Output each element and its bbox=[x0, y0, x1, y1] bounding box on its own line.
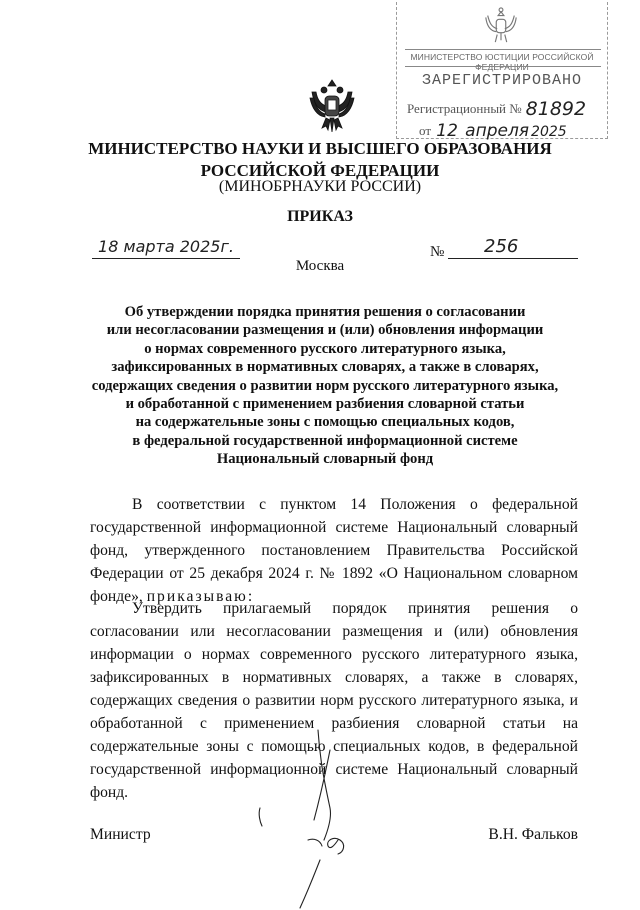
signatory-position: Министр bbox=[90, 826, 151, 843]
order-number: 256 bbox=[484, 236, 519, 257]
document-type: ПРИКАЗ bbox=[287, 208, 353, 225]
stamp-date-day: 12 bbox=[436, 121, 458, 141]
title-line: Об утверждении порядка принятия решения о согласовании bbox=[124, 304, 526, 320]
stamp-date-year: 2025 bbox=[531, 124, 567, 140]
ministry-title-line1: МИНИСТЕРСТВО НАУКИ И ВЫСШЕГО ОБРАЗОВАНИЯ bbox=[88, 139, 552, 158]
order-date: 18 марта 2025г. bbox=[98, 237, 234, 256]
title-line: о нормах современного русского литературного языка, bbox=[144, 340, 506, 357]
stamp-date bbox=[419, 120, 567, 140]
stamp-date-prefix: от bbox=[419, 123, 432, 138]
title-line: или несогласовании размещения и (или) обновления информации bbox=[106, 322, 544, 339]
order-number-field bbox=[448, 236, 578, 259]
preamble-paragraph bbox=[90, 493, 578, 608]
stamp-date-month: апреля bbox=[465, 121, 530, 141]
ministry-title-line2: РОССИЙСКОЙ ФЕДЕРАЦИИ bbox=[200, 161, 440, 180]
order-word: приказываю: bbox=[146, 588, 255, 605]
preamble-text: В соответствии с пунктом 14 Положения о федеральной государственной информационной системе Национальный словарный фонд, утвержденного постановлением Правительства Российской Федерации от 25 декабря 2024 г. № 1892 «О Национальном словарном фонде», bbox=[90, 496, 578, 605]
document-title bbox=[70, 303, 580, 469]
stamp-registration bbox=[407, 96, 586, 118]
ministry-short-name: (МИНОБРНАУКИ РОССИИ) bbox=[218, 178, 422, 195]
order-paragraph: Утвердить прилагаемый порядок принятия решения о согласовании или несогласовании размещения и (или) обновления информации о нормах современного русского литературного языка, зафиксированных в нормативных словарях, а также в словарях, содержащих сведения о развитии норм русского литературного языка, и обработанной с применением разбиения словарной статьи на содержательные зоны с помощью специальных кодов, в федеральной государственной информационной системе Национальный словарный фонд. bbox=[90, 600, 578, 801]
stamp-divider-top bbox=[405, 49, 601, 50]
city: Москва bbox=[295, 258, 345, 274]
stamp-reg-label: Регистрационный № bbox=[407, 101, 522, 116]
title-line: на содержательные зоны с помощью специальных кодов, bbox=[135, 414, 515, 431]
stamp-eagle-emblem-icon bbox=[482, 6, 520, 46]
signatory-name: В.Н. Фальков bbox=[488, 826, 578, 843]
registration-stamp bbox=[396, 2, 608, 139]
stamp-ministry: МИНИСТЕРСТВО ЮСТИЦИИ РОССИЙСКОЙ ФЕДЕРАЦИИ bbox=[410, 52, 594, 72]
title-line: зафиксированных в нормативных словарях, а также в словарях, bbox=[111, 359, 539, 376]
ministry-title bbox=[0, 138, 640, 182]
stamp-reg-number: 81892 bbox=[525, 98, 587, 120]
order-date-field bbox=[92, 236, 240, 259]
title-line: и обработанной с применением разбиения словарной статьи bbox=[125, 396, 525, 413]
title-line: содержащих сведения о развитии норм русского литературного языка, bbox=[91, 377, 559, 394]
title-line: в федеральной государственной информационной системе bbox=[132, 432, 518, 449]
stamp-status: ЗАРЕГИСТРИРОВАНО bbox=[421, 72, 583, 89]
order-number-label: № bbox=[430, 244, 445, 260]
title-line: Национальный словарный фонд bbox=[216, 451, 434, 468]
stamp-divider-bottom bbox=[405, 66, 601, 67]
coat-of-arms-icon bbox=[308, 78, 356, 134]
handwritten-signature bbox=[248, 690, 378, 910]
